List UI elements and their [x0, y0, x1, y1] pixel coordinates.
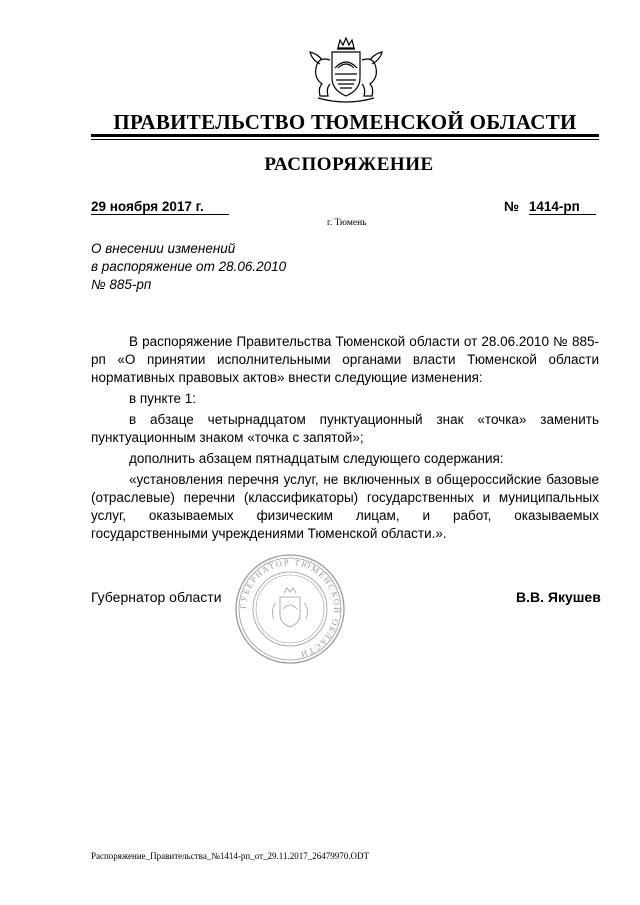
body-paragraph: В распоряжение Правительства Тюменской области от 28.06.2010 № 885-рп «О принятии исполнительными органами власти Тюменской области нормативных правовых актов» внести следующие изменения:: [91, 334, 599, 385]
official-seal-icon: [234, 553, 346, 665]
document-city: г. Тюмень: [327, 218, 367, 228]
document-subject: [91, 240, 286, 294]
document-body: [91, 333, 599, 546]
body-paragraph: дополнить абзацем пятнадцатым следующего содержания:: [129, 451, 504, 466]
coat-of-arms-icon: [306, 34, 386, 106]
signatory-name: В.В. Якушев: [516, 589, 601, 605]
number-prefix: №: [504, 199, 520, 214]
document-date: 29 ноября 2017 г.: [91, 199, 204, 214]
body-paragraph: в пункте 1:: [129, 391, 197, 406]
organization-title: ПРАВИТЕЛЬСТВО ТЮМЕНСКОЙ ОБЛАСТИ: [113, 110, 577, 134]
number-underline: [529, 214, 596, 215]
body-paragraph: в абзаце четырнадцатом пунктуационный знак «точка» заменить пунктуационным знаком «точка с запятой»;: [91, 412, 599, 445]
header-rule-thick: [91, 134, 599, 137]
subject-line: О внесении изменений: [91, 241, 236, 256]
document-number-block: [504, 199, 580, 214]
subject-line: в распоряжение от 28.06.2010: [91, 259, 287, 274]
signatory-position: Губернатор области: [91, 589, 222, 605]
body-paragraph: «установления перечня услуг, не включенных в общероссийские базовые (отраслевые) перечни (классификаторы) государственных и муниципальных услуг, оказываемых физическим лицам, и работ, оказываемых государственными учреждениями Тюменской области.».: [91, 472, 599, 541]
footer-filename: Распоряжение_Правительства_№1414-рп_от_29.11.2017_26479970.ODT: [91, 851, 369, 861]
document-number: 1414-рп: [528, 199, 580, 214]
seal-text: ГУБЕРНАТОР ТЮМЕНСКОЙ ОБЛАСТИ: [237, 556, 343, 660]
date-underline: [91, 214, 229, 215]
header-rule-thin: [91, 139, 599, 140]
subject-line: № 885-рп: [91, 277, 152, 292]
document-type: РАСПОРЯЖЕНИЕ: [264, 154, 434, 175]
